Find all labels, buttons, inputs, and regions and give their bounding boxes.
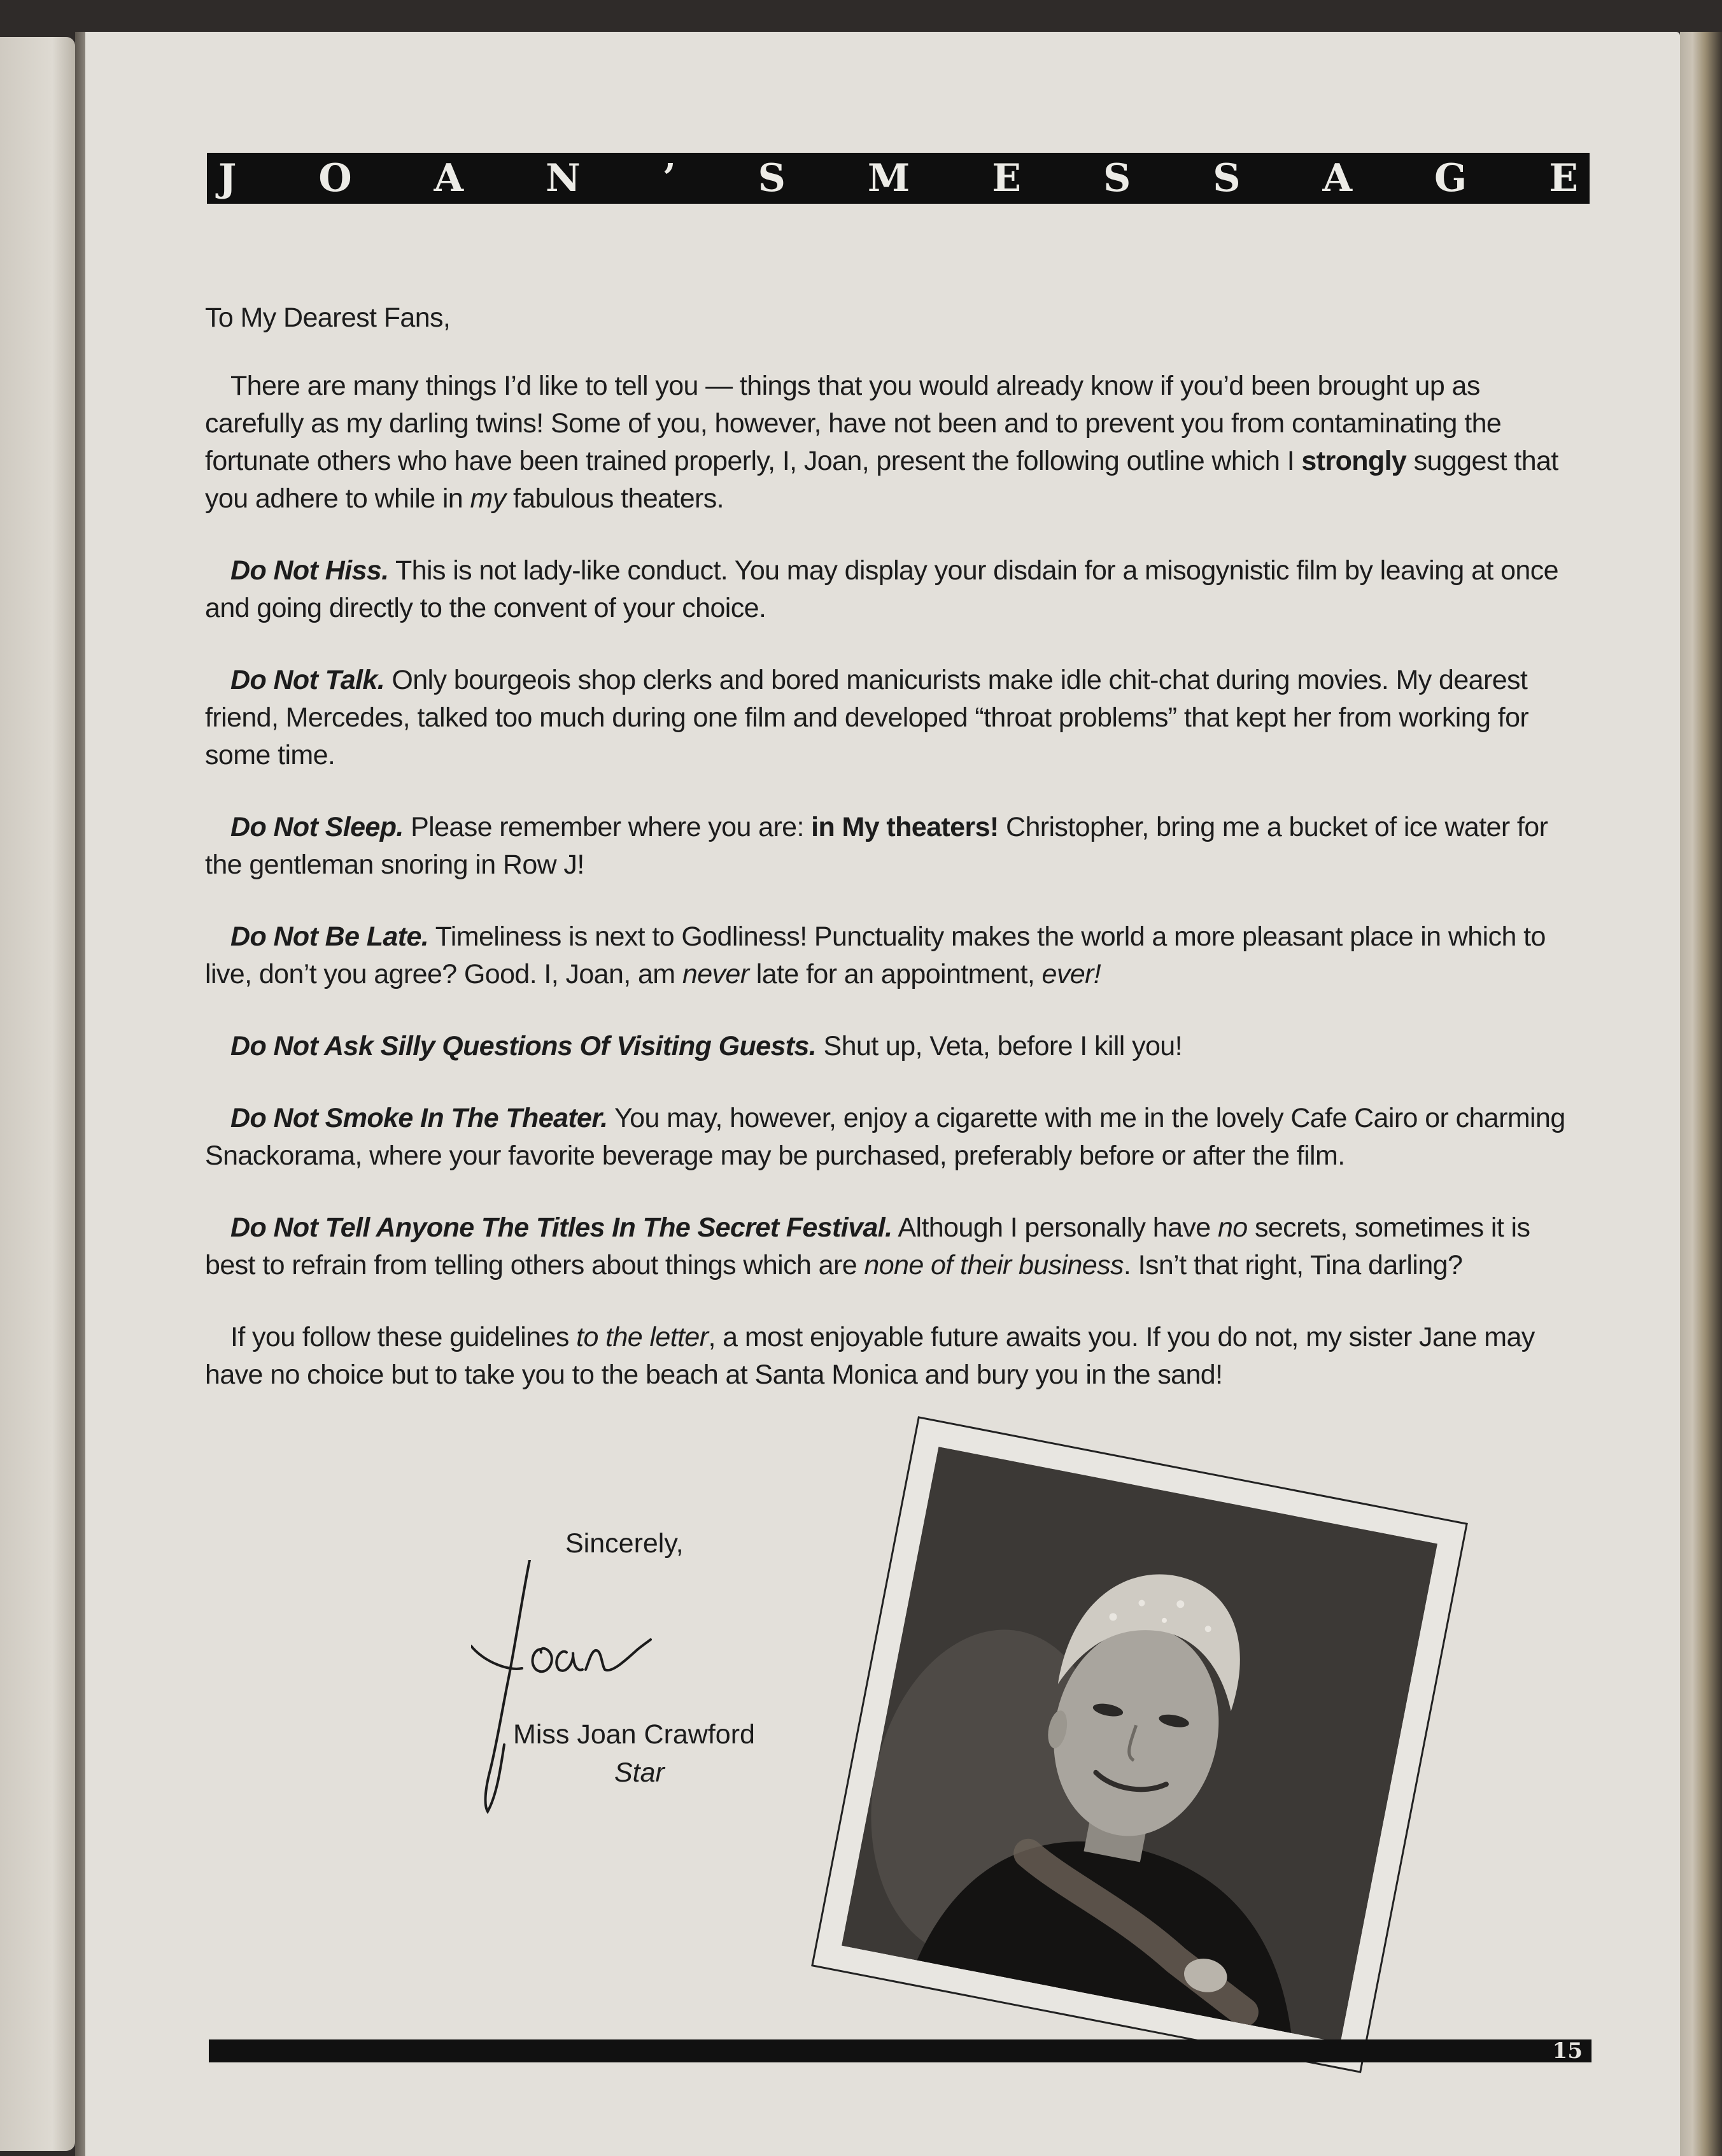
header-letter: ’ xyxy=(662,156,676,201)
signature-block xyxy=(471,1528,802,1859)
rule-text: Please remember where you are: xyxy=(403,812,812,842)
closing-paragraph xyxy=(205,1319,1574,1394)
rule-text: Only bourgeois shop clerks and bored manicurists make idle chit-chat during movies. My dearest friend, Mercedes, talked too much during one film and developed “throat problems” that kept her from working for some time. xyxy=(205,665,1529,770)
rule-title: Do Not Tell Anyone The Titles In The Secret Festival. xyxy=(230,1212,893,1243)
closing-text: If you follow these guidelines xyxy=(230,1322,577,1352)
portrait-illustration xyxy=(842,1447,1437,2043)
intro-bold: strongly xyxy=(1301,446,1407,476)
intro-text: suggest that you adhere to while in xyxy=(205,446,1558,514)
rule-paragraph xyxy=(205,662,1574,774)
closing-italic: to the letter xyxy=(576,1322,709,1352)
rule-paragraph xyxy=(205,809,1574,884)
header-letter: O xyxy=(318,156,352,201)
intro-paragraph xyxy=(205,367,1574,518)
rule-text: This is not lady-like conduct. You may display your disdain for a misogynistic film by leaving at once and going directly to the convent of your choice. xyxy=(205,555,1558,623)
rule-title: Do Not Ask Silly Questions Of Visiting Guests. xyxy=(230,1031,817,1061)
rule-text: late for an appointment, xyxy=(749,959,1042,989)
footer-bar xyxy=(209,2039,1591,2062)
section-header-bar xyxy=(207,153,1590,204)
left-page-edge xyxy=(0,37,75,2151)
signer-title: Star xyxy=(614,1757,665,1788)
rule-title: Do Not Hiss. xyxy=(230,555,389,586)
rule-paragraph xyxy=(205,1209,1574,1284)
closing-text: , a most enjoyable future awaits you. If you do not, my sister Jane may have no choice but to take you to the beach at Santa Monica and bury you in the sand! xyxy=(205,1322,1535,1390)
rule-title: Do Not Smoke In The Theater. xyxy=(230,1103,608,1133)
rule-text: You may, however, enjoy a cigarette with me in the lovely Cafe Cairo or charming Snackorama, where your favorite beverage may be purchased, preferably before or after the film. xyxy=(205,1103,1565,1171)
header-letter: A xyxy=(434,156,464,201)
header-letter: S xyxy=(1103,156,1131,201)
rule-paragraph xyxy=(205,918,1574,993)
rule-paragraph xyxy=(205,1028,1574,1065)
right-page-edge xyxy=(1680,32,1722,2156)
rule-italic: none of their business xyxy=(864,1250,1124,1280)
header-letter: S xyxy=(1213,156,1241,201)
rule-text: . Isn’t that right, Tina darling? xyxy=(1123,1250,1463,1280)
rule-text: Timeliness is next to Godliness! Punctuality makes the world a more pleasant place in which to live, don’t you agree? Good. I, Joan, am xyxy=(205,921,1546,989)
handwritten-signature xyxy=(471,1560,764,1853)
rule-text: Shut up, Veta, before I kill you! xyxy=(816,1031,1182,1061)
portrait-photo-frame xyxy=(811,1416,1468,2073)
header-letter: J xyxy=(218,156,237,201)
rule-bold: in My theaters! xyxy=(811,812,999,842)
closing-salutation: Sincerely, xyxy=(565,1528,684,1559)
rule-text: Although I personally have xyxy=(892,1212,1218,1243)
portrait-photo xyxy=(842,1447,1437,2043)
rule-paragraph xyxy=(205,552,1574,627)
page-number: 15 xyxy=(1552,2038,1583,2064)
rule-italic: never xyxy=(682,959,749,989)
header-letter: A xyxy=(1322,156,1353,201)
intro-italic: my xyxy=(470,483,506,514)
header-letter: G xyxy=(1434,156,1467,201)
rule-paragraph xyxy=(205,1100,1574,1175)
printed-name: Miss Joan Crawford xyxy=(513,1719,755,1750)
rule-text: secrets, sometimes it is best to refrain from telling others about things which are xyxy=(205,1212,1530,1280)
rule-italic: no xyxy=(1217,1212,1248,1243)
rule-title: Do Not Be Late. xyxy=(230,921,429,952)
rule-title: Do Not Sleep. xyxy=(230,812,404,842)
letter-body xyxy=(205,299,1574,1428)
header-letter: E xyxy=(992,156,1022,201)
intro-text: There are many things I’d like to tell you — things that you would already know if you’d been brought up as carefully as my darling twins! Some of you, however, have not been and to prevent you from contaminating the fortunate others who have been trained properly, I, Joan, present the following outline which I xyxy=(205,371,1502,476)
rule-title: Do Not Talk. xyxy=(230,665,385,695)
greeting: To My Dearest Fans, xyxy=(205,302,451,333)
rule-italic: ever! xyxy=(1041,959,1101,989)
rule-text: Christopher, bring me a bucket of ice water for the gentleman snoring in Row J! xyxy=(205,812,1548,880)
header-letter: E xyxy=(1549,156,1578,201)
intro-text: fabulous theaters. xyxy=(505,483,724,514)
header-letter: M xyxy=(867,156,910,201)
header-letter: N xyxy=(546,156,581,201)
book-spine xyxy=(75,32,85,2156)
header-letter: S xyxy=(758,156,786,201)
